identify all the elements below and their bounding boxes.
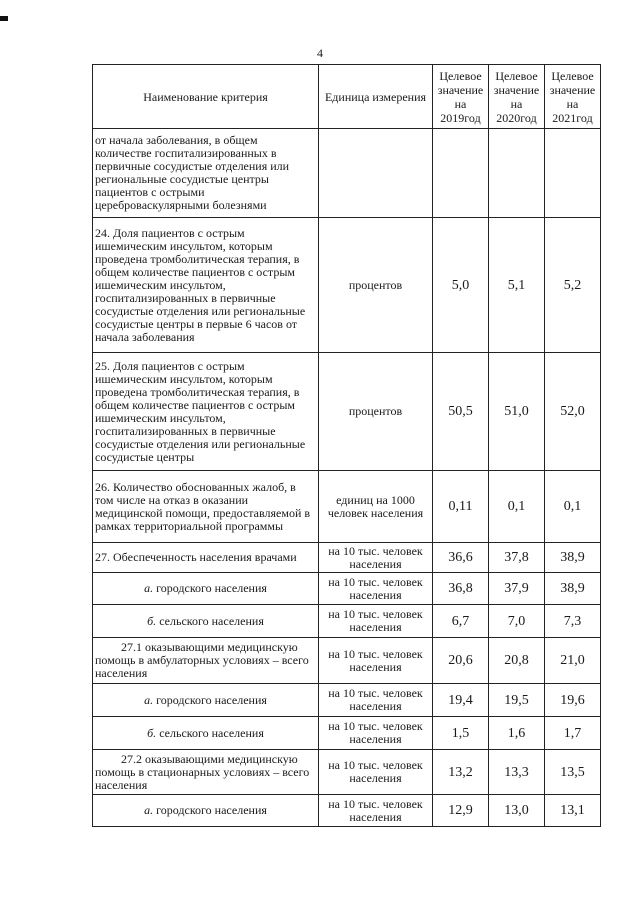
- value-2021: 13,1: [545, 795, 601, 827]
- unit-cell: на 10 тыс. человек населения: [319, 684, 433, 717]
- value-2020: 37,8: [489, 543, 545, 573]
- subitem-label: городского населения: [156, 692, 267, 707]
- value-2019: 13,2: [433, 750, 489, 795]
- value-2019: [433, 129, 489, 218]
- value-2019: 12,9: [433, 795, 489, 827]
- unit-cell: на 10 тыс. человек населения: [319, 750, 433, 795]
- table-row: [93, 573, 601, 605]
- criterion-name: 27.2 оказывающими медицинскую помощь в стационарных условиях – всего населения: [93, 750, 319, 795]
- value-2021: 19,6: [545, 684, 601, 717]
- subitem-label: сельского населения: [159, 613, 264, 628]
- value-2021: 1,7: [545, 717, 601, 750]
- value-2019: 6,7: [433, 605, 489, 638]
- criterion-name: [93, 684, 319, 717]
- subitem-label: сельского населения: [159, 725, 264, 740]
- unit-cell: на 10 тыс. человек населения: [319, 573, 433, 605]
- value-2021: 21,0: [545, 638, 601, 684]
- unit-cell: процентов: [319, 218, 433, 353]
- unit-cell: единиц на 1000 человек населения: [319, 471, 433, 543]
- table-row: [93, 717, 601, 750]
- table-header-row: [93, 65, 601, 129]
- unit-cell: на 10 тыс. человек населения: [319, 795, 433, 827]
- value-2021: 52,0: [545, 353, 601, 471]
- unit-cell: [319, 129, 433, 218]
- header-target-2020: Целевое значение на 2020год: [489, 65, 545, 129]
- criterion-name: 26. Количество обоснованных жалоб, в том числе на отказ в оказании медицинской помощи, предоставляемой в рамках территориальной программы: [93, 471, 319, 543]
- value-2020: 5,1: [489, 218, 545, 353]
- value-2019: 50,5: [433, 353, 489, 471]
- table-row: [93, 750, 601, 795]
- criterion-name: от начала заболевания, в общем количестве госпитализированных в первичные сосудистые отделения или региональные сосудистые центры пациентов с острыми цереброваскулярными болезнями: [93, 129, 319, 218]
- unit-cell: на 10 тыс. человек населения: [319, 638, 433, 684]
- header-unit: Единица измерения: [319, 65, 433, 129]
- table-row: [93, 605, 601, 638]
- table-row: [93, 471, 601, 543]
- value-2019: 19,4: [433, 684, 489, 717]
- value-2019: 36,8: [433, 573, 489, 605]
- value-2019: 0,11: [433, 471, 489, 543]
- table-row: [93, 795, 601, 827]
- header-criterion-name: Наименование критерия: [93, 65, 319, 129]
- criterion-name: 27.1 оказывающими медицинскую помощь в амбулаторных условиях – всего населения: [93, 638, 319, 684]
- criterion-name: [93, 717, 319, 750]
- value-2021: 7,3: [545, 605, 601, 638]
- value-2020: [489, 129, 545, 218]
- criterion-name: [93, 605, 319, 638]
- header-target-2021: Целевое значение на 2021год: [545, 65, 601, 129]
- criteria-table: [92, 64, 601, 827]
- unit-cell: на 10 тыс. человек населения: [319, 605, 433, 638]
- criterion-name: 27. Обеспеченность населения врачами: [93, 543, 319, 573]
- value-2020: 13,3: [489, 750, 545, 795]
- table-row: [93, 353, 601, 471]
- value-2021: 0,1: [545, 471, 601, 543]
- subitem-prefix: а.: [144, 581, 154, 595]
- table-row: [93, 638, 601, 684]
- value-2021: 13,5: [545, 750, 601, 795]
- unit-cell: на 10 тыс. человек населения: [319, 717, 433, 750]
- criterion-name: 25. Доля пациентов с острым ишемическим инсультом, которым проведена тромболитическая терапия, в общем количестве пациентов с острым ишемическим инсультом, госпитализированных в первичные сосудистые отделения или региональные сосудистые центры: [93, 353, 319, 471]
- value-2020: 0,1: [489, 471, 545, 543]
- value-2020: 19,5: [489, 684, 545, 717]
- page-number: 4: [317, 46, 323, 60]
- value-2020: 1,6: [489, 717, 545, 750]
- value-2020: 20,8: [489, 638, 545, 684]
- value-2020: 13,0: [489, 795, 545, 827]
- criterion-name: 24. Доля пациентов с острым ишемическим инсультом, которым проведена тромболитическая терапия, в общем количестве пациентов с острым ишемическим инсультом, госпитализированных в первичные сосудистые отделения или региональные сосудистые центры в первые 6 часов от начала заболевания: [93, 218, 319, 353]
- subitem-label: городского населения: [156, 581, 267, 595]
- value-2021: 5,2: [545, 218, 601, 353]
- value-2019: 5,0: [433, 218, 489, 353]
- header-target-2019: Целевое значение на 2019год: [433, 65, 489, 129]
- value-2021: [545, 129, 601, 218]
- table-row: [93, 129, 601, 218]
- unit-cell: процентов: [319, 353, 433, 471]
- value-2020: 37,9: [489, 573, 545, 605]
- table-row: [93, 543, 601, 573]
- criterion-name: [93, 795, 319, 827]
- value-2019: 1,5: [433, 717, 489, 750]
- value-2019: 36,6: [433, 543, 489, 573]
- subitem-label: городского населения: [156, 803, 267, 817]
- value-2019: 20,6: [433, 638, 489, 684]
- value-2021: 38,9: [545, 573, 601, 605]
- table-row: [93, 218, 601, 353]
- criterion-name: [93, 573, 319, 605]
- subitem-prefix: а.: [144, 803, 154, 817]
- subitem-prefix: б.: [147, 613, 157, 628]
- value-2020: 51,0: [489, 353, 545, 471]
- table-row: [93, 684, 601, 717]
- value-2021: 38,9: [545, 543, 601, 573]
- value-2020: 7,0: [489, 605, 545, 638]
- unit-cell: на 10 тыс. человек населения: [319, 543, 433, 573]
- subitem-prefix: б.: [147, 725, 157, 740]
- scan-artifact-mark: [0, 16, 8, 21]
- subitem-prefix: а.: [144, 692, 154, 707]
